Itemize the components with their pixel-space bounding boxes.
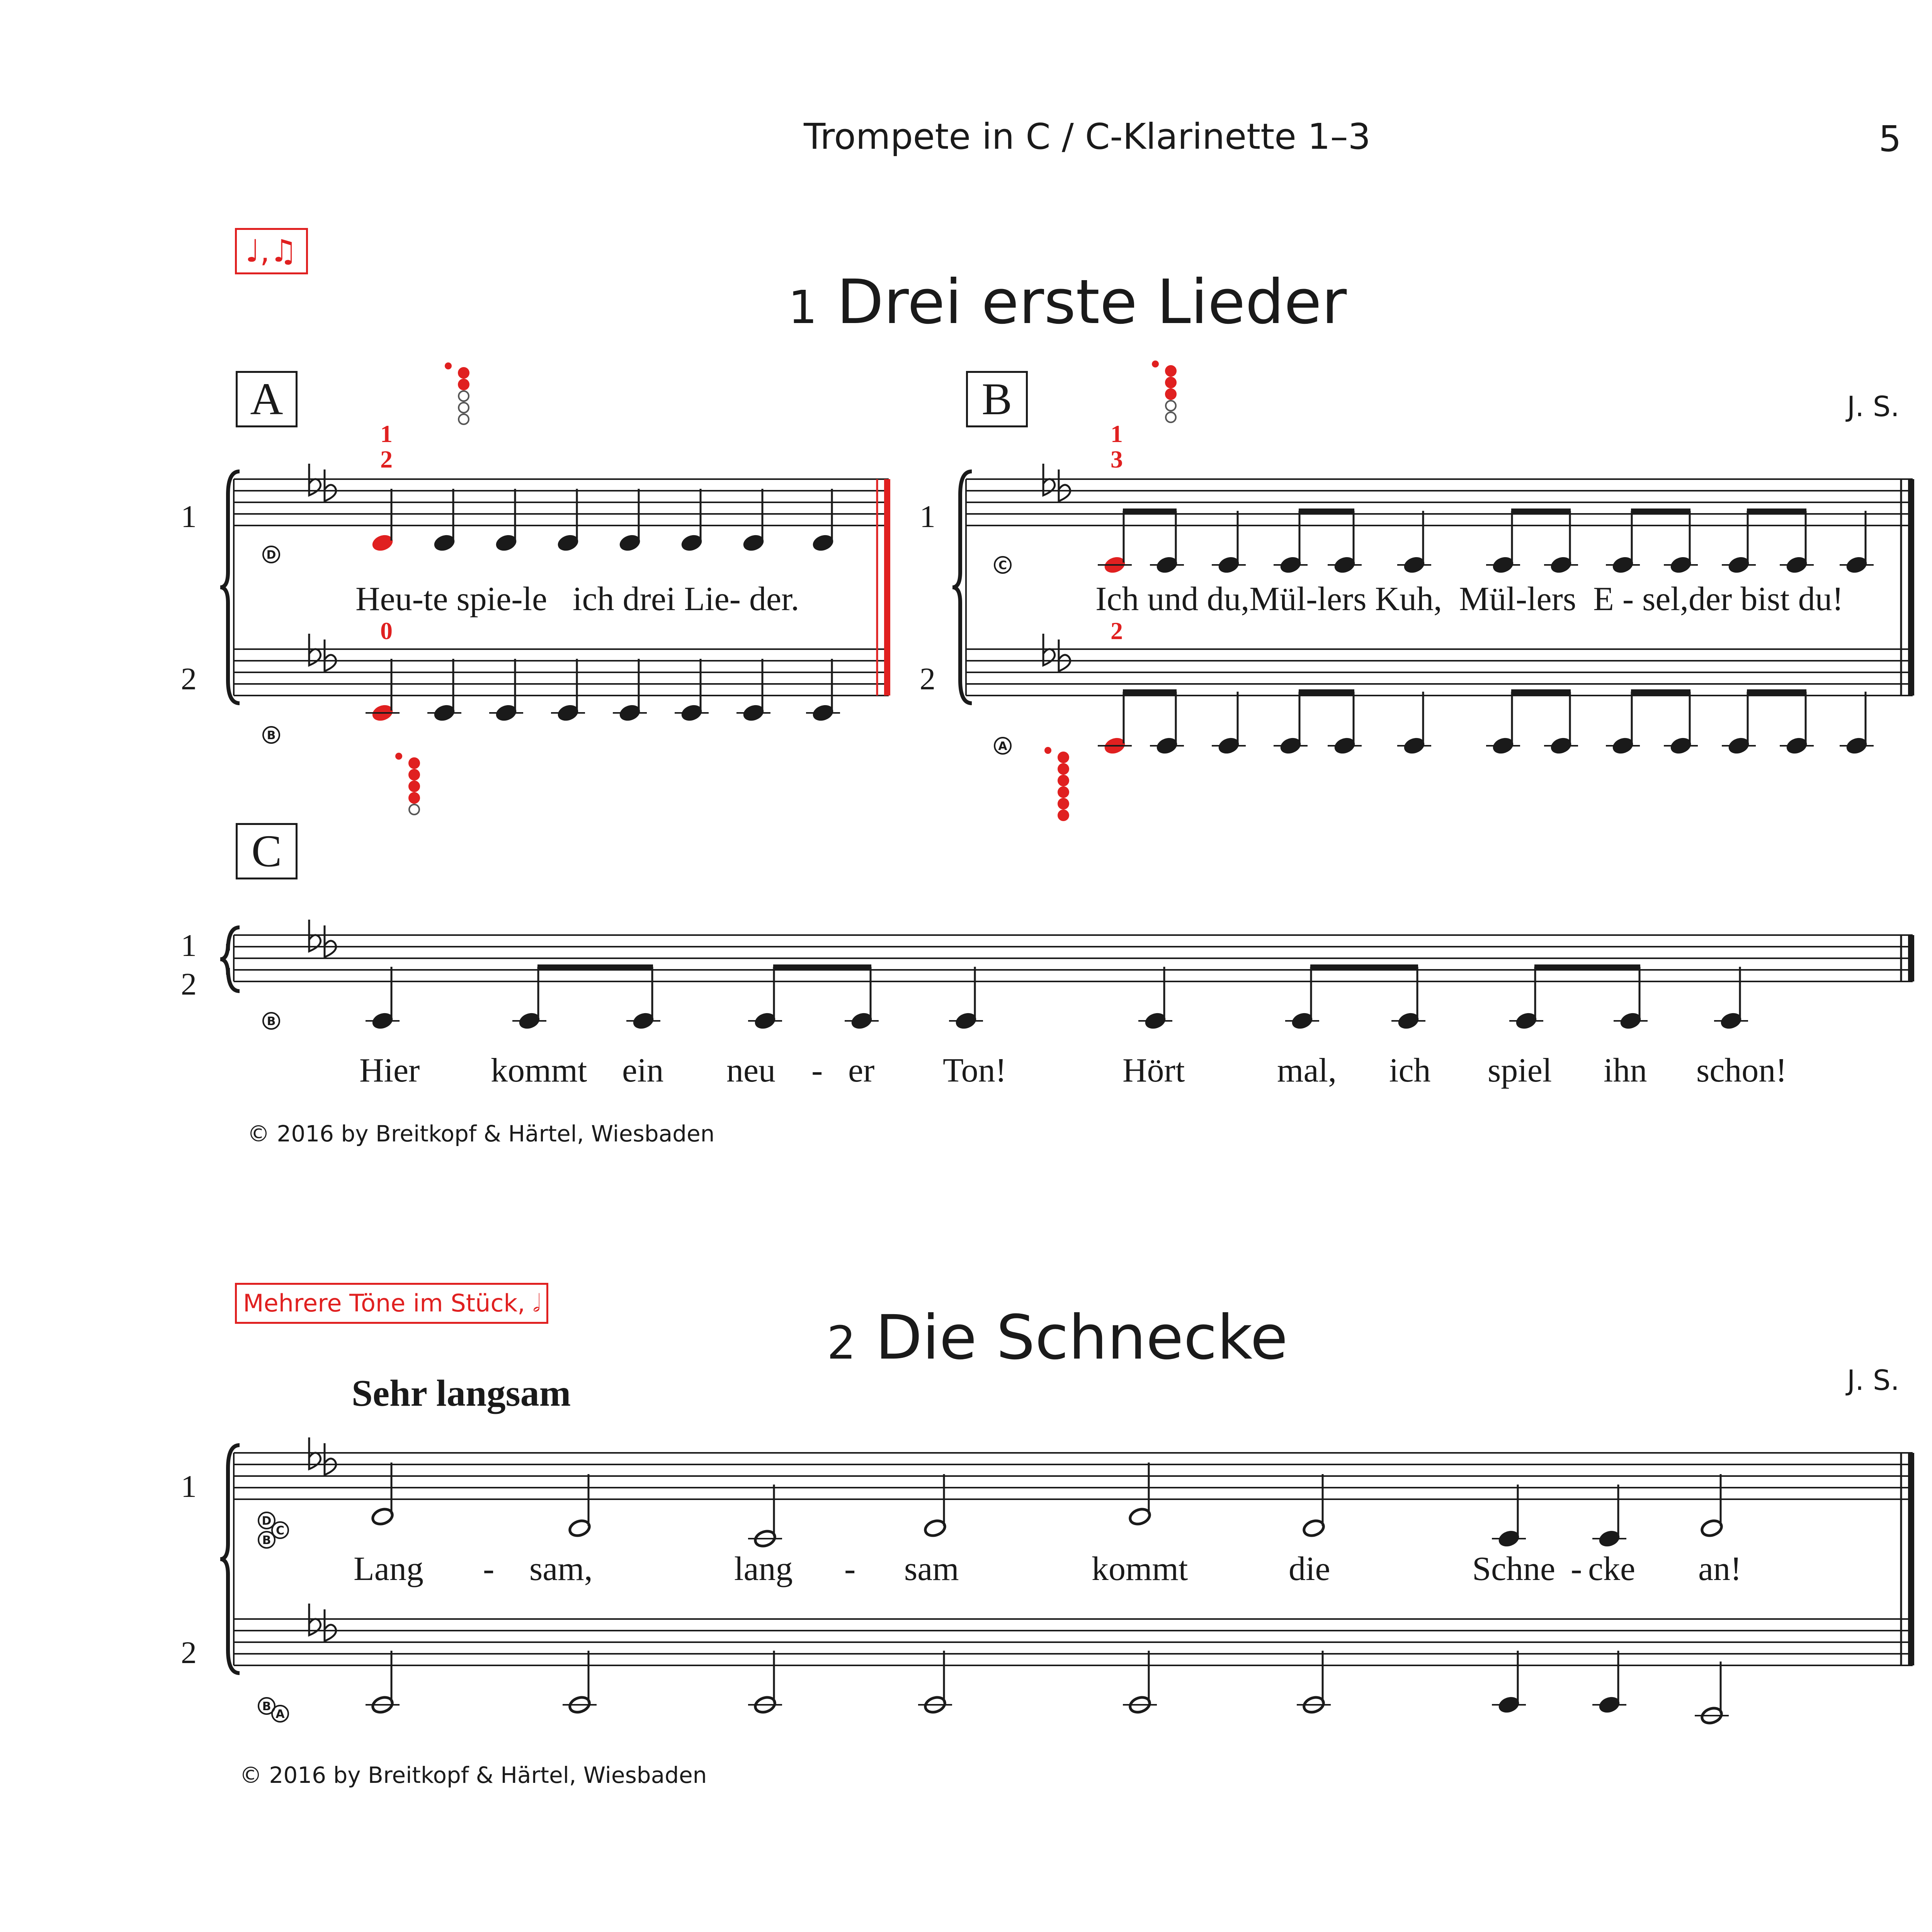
- staff-2-label-a: 2: [181, 661, 197, 696]
- b-top-fingering-dot: [1166, 378, 1176, 388]
- lyric: Ton!: [943, 1052, 1007, 1089]
- p2-brace: [220, 1445, 240, 1673]
- piece-2-title-text: Die Schnecke: [875, 1302, 1288, 1373]
- lyric: neu: [726, 1052, 776, 1089]
- lyric: drei: [622, 580, 676, 618]
- a1-dname-letter: D: [266, 548, 276, 562]
- fingering-a-1: 1: [380, 420, 393, 447]
- p2-dname-letter: D: [262, 1514, 272, 1528]
- c-beam: [773, 964, 871, 970]
- lyric: Schne: [1472, 1550, 1556, 1588]
- lyric: kommt: [491, 1052, 587, 1089]
- b1-cname-letter: C: [998, 559, 1007, 572]
- piece-2-composer: J. S.: [1847, 1364, 1900, 1396]
- lyric: Hier: [359, 1052, 420, 1089]
- lyric: ich: [573, 580, 614, 618]
- lyric: lang: [734, 1550, 793, 1588]
- lyric: spie: [456, 580, 512, 618]
- b-low-fingering-dot: [1058, 776, 1068, 786]
- lyric: Kuh,: [1375, 580, 1442, 618]
- staff-1-label-a: 1: [181, 499, 197, 534]
- a-low-fingering-dot: [409, 770, 419, 780]
- lyric: du,: [1207, 580, 1250, 618]
- lyric: -: [729, 580, 741, 618]
- p2-2-aname-letter: A: [276, 1708, 285, 1721]
- lyric: ein: [622, 1052, 664, 1089]
- lyric: -: [412, 580, 423, 618]
- lyric: -: [1515, 580, 1527, 618]
- lyric: le: [522, 580, 548, 618]
- a-top-fingering-dot: [459, 379, 469, 389]
- fingering-a-2: 2: [380, 446, 393, 473]
- a-low-fingering-dot: [409, 793, 419, 803]
- lyric: der.: [749, 580, 799, 618]
- c-beam: [1534, 964, 1640, 970]
- a-low-fingering-dot: [409, 758, 419, 768]
- a-top-fingering-dot: [459, 403, 469, 413]
- staff-1-label-c: 1: [181, 928, 197, 963]
- lyric: sam: [904, 1550, 959, 1588]
- b-brace: [952, 471, 972, 703]
- b1-beam: [1511, 509, 1571, 514]
- lyric: die: [1289, 1550, 1330, 1588]
- lyric: kommt: [1092, 1550, 1188, 1588]
- fingering-a-low: 0: [380, 617, 393, 645]
- lyric: Heu: [355, 580, 412, 618]
- lyric: an!: [1698, 1550, 1742, 1588]
- b-low-fingering-dot: [1058, 810, 1068, 820]
- lyric: -: [1622, 580, 1634, 618]
- b-low-fingering-dot: [1058, 764, 1068, 774]
- b2-beam: [1299, 689, 1354, 695]
- staff-1-label-b: 1: [920, 499, 935, 534]
- lyric: -: [1571, 1550, 1582, 1588]
- rhythm-badge-symbols: ♩,♫: [245, 233, 298, 269]
- b-top-fingering-dot: [1166, 401, 1176, 411]
- lyric: sel,: [1642, 580, 1689, 618]
- staff-2-label-b: 2: [920, 661, 935, 696]
- b-key-1-flat-e: [1059, 469, 1070, 501]
- b-low-fingering-dot: [1058, 799, 1068, 809]
- piece-1-copyright: © 2016 by Breitkopf & Härtel, Wiesbaden: [247, 1121, 715, 1147]
- a-top-fingering-dot: [459, 414, 469, 424]
- b2-beam: [1511, 689, 1571, 695]
- c-beam: [1310, 964, 1418, 970]
- lyric: Hört: [1122, 1052, 1185, 1089]
- staff-2-label-2: 2: [181, 1635, 197, 1670]
- a-brace: [220, 471, 240, 703]
- lyric: bist: [1740, 580, 1790, 618]
- tempo-marking: Sehr langsam: [352, 1372, 571, 1414]
- section-b-label: B: [966, 371, 1028, 427]
- piece-1-number: 1: [788, 281, 818, 334]
- a-top-fingering-dot: [459, 368, 469, 378]
- lyric: und: [1147, 580, 1199, 618]
- lyric: ihn: [1604, 1052, 1647, 1089]
- b-top-fingering-key: [1152, 361, 1159, 367]
- lyric: Lang: [354, 1550, 423, 1588]
- lyric: -: [483, 1550, 495, 1588]
- lyric: te: [423, 580, 448, 618]
- lyric: schon!: [1696, 1052, 1787, 1089]
- p2-key-2-flat-e: [325, 1609, 336, 1641]
- lyric: spiel: [1488, 1052, 1552, 1089]
- b2-aname-letter: A: [998, 740, 1007, 753]
- lyric: lers: [1527, 580, 1577, 618]
- lyric: lers: [1317, 580, 1367, 618]
- b1-beam: [1747, 509, 1806, 514]
- lyric: ich: [1389, 1052, 1431, 1089]
- a-low-fingering-dot: [409, 781, 419, 791]
- lyric: er: [848, 1052, 875, 1089]
- c-key-flat-e: [325, 925, 336, 957]
- piece-1-composer: J. S.: [1847, 390, 1900, 423]
- b1-beam: [1631, 509, 1690, 514]
- lyric: Lie: [684, 580, 730, 618]
- b-top-fingering-dot: [1166, 389, 1176, 399]
- section-c-label: C: [236, 823, 298, 879]
- piece-1-title-text: Drei erste Lieder: [837, 267, 1347, 338]
- b2-beam: [1747, 689, 1806, 695]
- lyric: -: [511, 580, 523, 618]
- b1-beam: [1299, 509, 1354, 514]
- b2-beam: [1123, 689, 1177, 695]
- lyric: mal,: [1277, 1052, 1337, 1089]
- a-top-fingering-dot: [459, 391, 469, 401]
- p2-cname-letter: C: [276, 1524, 285, 1537]
- lyric: -: [811, 1052, 823, 1089]
- b2-beam: [1631, 689, 1690, 695]
- lyric: Ich: [1095, 580, 1139, 618]
- lyric: -: [844, 1550, 856, 1588]
- p2-bname-letter: B: [262, 1534, 271, 1547]
- running-title: Trompete in C / C-Klarinette 1–3: [804, 116, 1371, 157]
- a-top-fingering-key: [445, 362, 452, 369]
- b-low-fingering-dot: [1058, 787, 1068, 797]
- a-low-fingering-dot: [409, 804, 419, 815]
- a-key-2-flat-e: [325, 639, 336, 671]
- b-top-fingering-dot: [1166, 366, 1176, 376]
- lyric: du!: [1798, 580, 1844, 618]
- section-a-label: A: [236, 371, 298, 427]
- b-top-fingering-dot: [1166, 412, 1176, 422]
- multiple-notes-badge-text: Mehrere Töne im Stück,: [243, 1289, 526, 1317]
- b-key-2-flat-e: [1059, 639, 1070, 671]
- piece-2-number: 2: [827, 1316, 856, 1369]
- fingering-b-1: 1: [1111, 420, 1123, 447]
- fingering-b-3: 3: [1111, 446, 1123, 473]
- piece-2-copyright: © 2016 by Breitkopf & Härtel, Wiesbaden: [240, 1762, 707, 1788]
- lyric: Mül: [1459, 580, 1516, 618]
- p2-2-bname-letter: B: [262, 1700, 271, 1713]
- a2-bname-letter: B: [267, 729, 276, 742]
- b-low-fingering-dot: [1058, 752, 1068, 762]
- lyric: sam,: [529, 1550, 593, 1588]
- staff-2-label-c: 2: [181, 966, 197, 1002]
- lyric: der: [1688, 580, 1732, 618]
- b1-beam: [1123, 509, 1177, 514]
- c-beam: [537, 964, 653, 970]
- fingering-b-low: 2: [1111, 617, 1123, 645]
- b-low-fingering-key: [1044, 747, 1051, 754]
- lyric: E: [1593, 580, 1614, 618]
- c-bname-letter: B: [267, 1015, 276, 1028]
- lyric: cke: [1588, 1550, 1636, 1588]
- p2-key-1-flat-e: [325, 1443, 336, 1475]
- half-note-icon: 𝅗𝅥: [532, 1289, 541, 1317]
- lyric: Mül: [1249, 580, 1306, 618]
- a-key-1-flat-e: [325, 469, 336, 501]
- a-low-fingering-key: [395, 753, 402, 760]
- page-number: 5: [1879, 118, 1901, 160]
- lyric: -: [1306, 580, 1318, 618]
- staff-1-label-2: 1: [181, 1469, 197, 1504]
